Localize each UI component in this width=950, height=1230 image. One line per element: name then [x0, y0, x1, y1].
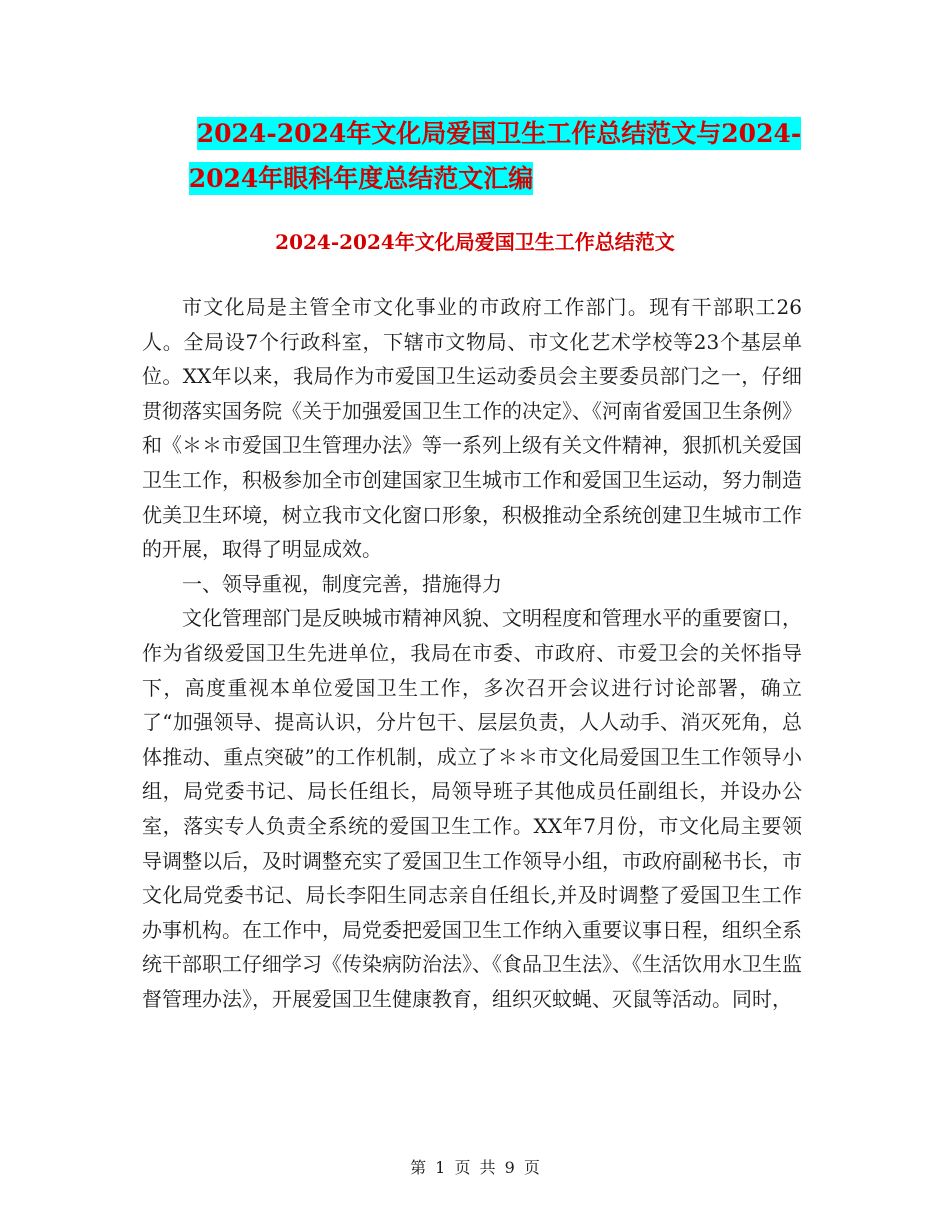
- paragraph-leadership: 文化管理部门是反映城市精神风貌、文明程度和管理水平的重要窗口，作为省级爱国卫生先进单位，我局在市委、市政府、市爱卫会的关怀指导下，高度重视本单位爱国卫生工作，多次召开会议进行讨论部署，确立了“加强领导、提高认识，分片包干、层层负责，人人动手、消灭死角，总体推动、重点突破”的工作机制，成立了＊＊市文化局爱国卫生工作领导小组，局党委书记、局长任组长，局领导班子其他成员任副组长，并设办公室，落实专人负责全系统的爱国卫生工作。XX年7月份，市文化局主要领导调整以后，及时调整充实了爱国卫生工作领导小组，市政府副秘书长，市文化局党委书记、局长李阳生同志亲自任组长,并及时调整了爱国卫生工作办事机构。在工作中，局党委把爱国卫生工作纳入重要议事日程，组织全系统干部职工仔细学习《传染病防治法》、《食品卫生法》、《生活饮用水卫生监督管理办法》，开展爱国卫生健康教育，组织灭蚊蝇、灭鼠等活动。同时，: [142, 606, 802, 1011]
- page-footer: 第 1 页 共 9 页: [410, 1158, 540, 1177]
- paragraph-intro: 市文化局是主管全市文化事业的市政府工作部门。现有干部职工26人。全局设7个行政科室，下辖市文物局、市文化艺术学校等23个基层单位。XX年以来，我局作为市爱国卫生运动委员会主要委员部门之一，仔细贯彻落实国务院《关于加强爱国卫生工作的决定》、《河南省爱国卫生条例》和《＊＊市爱国卫生管理办法》等一系列上级有关文件精神，狠抓机关爱国卫生工作，积极参加全市创建国家卫生城市工作和爱国卫生运动，努力制造优美卫生环境，树立我市文化窗口形象，积极推动全系统创建卫生城市工作的开展，取得了明显成效。: [142, 295, 802, 562]
- document-title-line-1: 2024-2024年文化局爱国卫生工作总结范文与2024-: [196, 119, 802, 148]
- section-title: 2024-2024年文化局爱国卫生工作总结范文: [275, 230, 675, 254]
- document-title-line-2: 2024年眼科年度总结范文汇编: [188, 164, 534, 193]
- paragraph-heading-1: 一、领导重视，制度完善，措施得力: [182, 571, 502, 596]
- document-body: [142, 290, 802, 1016]
